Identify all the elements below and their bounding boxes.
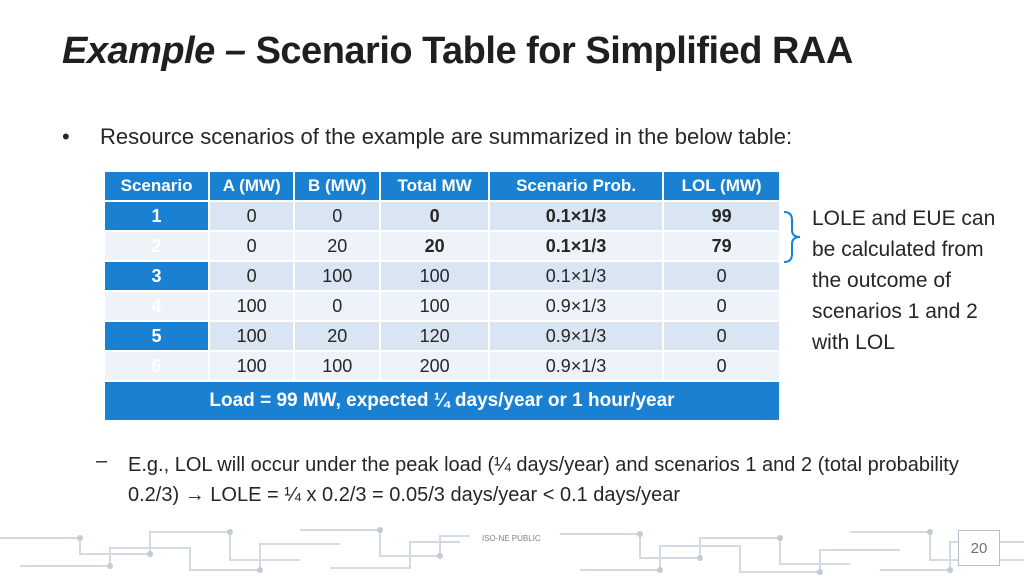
- cell-b: 20: [295, 232, 379, 260]
- cell-scenario: 1: [105, 202, 208, 230]
- sub-bullet-text-before: E.g., LOL will occur under the peak load (¼ days/year) and scenarios 1 and 2 (total probability 0.2/3): [128, 454, 959, 506]
- cell-b: 100: [295, 262, 379, 290]
- header-lol-mw: LOL (MW): [664, 172, 779, 200]
- cell-a: 100: [210, 292, 293, 320]
- cell-a: 100: [210, 352, 293, 380]
- header-b-mw: B (MW): [295, 172, 379, 200]
- header-scenario-prob: Scenario Prob.: [490, 172, 662, 200]
- cell-a: 100: [210, 322, 293, 350]
- cell-total: 0: [381, 202, 488, 230]
- cell-total: 100: [381, 262, 488, 290]
- title-dash: –: [224, 30, 246, 72]
- cell-prob: 0.9×1/3: [490, 352, 662, 380]
- cell-b: 0: [295, 202, 379, 230]
- curly-brace-icon: [780, 210, 804, 264]
- cell-a: 0: [210, 262, 293, 290]
- footer-label: ISO-NE PUBLIC: [482, 534, 541, 543]
- cell-lol: 99: [664, 202, 779, 230]
- table-header-row: [105, 172, 779, 200]
- circuit-pattern-decoration: [0, 520, 1024, 576]
- table-footer-load: Load = 99 MW, expected ¼ days/year or 1 hour/year: [105, 382, 779, 420]
- slide-title: [62, 30, 853, 73]
- cell-lol: 0: [664, 292, 779, 320]
- sub-bullet-dash: –: [96, 450, 108, 472]
- header-total-mw: Total MW: [381, 172, 488, 200]
- cell-lol: 0: [664, 262, 779, 290]
- bullet-text: Resource scenarios of the example are summarized in the below table:: [100, 124, 793, 149]
- side-note: LOLE and EUE can be calculated from the outcome of scenarios 1 and 2 with LOL: [812, 207, 996, 354]
- bullet-dot: •: [62, 124, 70, 149]
- cell-b: 20: [295, 322, 379, 350]
- cell-prob: 0.9×1/3: [490, 322, 662, 350]
- table-row: [105, 322, 779, 350]
- cell-total: 20: [381, 232, 488, 260]
- cell-scenario: 2: [105, 232, 208, 260]
- cell-lol: 0: [664, 352, 779, 380]
- cell-prob: 0.9×1/3: [490, 292, 662, 320]
- cell-a: 0: [210, 202, 293, 230]
- table-row: [105, 232, 779, 260]
- cell-scenario: 5: [105, 322, 208, 350]
- title-example: Example: [62, 30, 215, 72]
- table-footer-row: [105, 382, 779, 420]
- cell-prob: 0.1×1/3: [490, 202, 662, 230]
- sub-bullet-text: [128, 450, 1008, 510]
- header-scenario: Scenario: [105, 172, 208, 200]
- cell-prob: 0.1×1/3: [490, 232, 662, 260]
- table-row: [105, 202, 779, 230]
- cell-scenario: 3: [105, 262, 208, 290]
- right-arrow-icon: →: [184, 484, 205, 506]
- table-row: [105, 292, 779, 320]
- cell-total: 200: [381, 352, 488, 380]
- cell-b: 100: [295, 352, 379, 380]
- cell-lol: 79: [664, 232, 779, 260]
- cell-total: 100: [381, 292, 488, 320]
- page-number: 20: [958, 530, 1000, 566]
- scenario-table: [103, 170, 781, 422]
- cell-b: 0: [295, 292, 379, 320]
- table-row: [105, 262, 779, 290]
- cell-lol: 0: [664, 322, 779, 350]
- cell-total: 120: [381, 322, 488, 350]
- table-row: [105, 352, 779, 380]
- header-a-mw: A (MW): [210, 172, 293, 200]
- cell-a: 0: [210, 232, 293, 260]
- cell-scenario: 6: [105, 352, 208, 380]
- cell-prob: 0.1×1/3: [490, 262, 662, 290]
- sub-bullet-text-after: LOLE = ¼ x 0.2/3 = 0.05/3 days/year < 0.1 days/year: [210, 484, 681, 506]
- cell-scenario: 4: [105, 292, 208, 320]
- title-main: Scenario Table for Simplified RAA: [255, 30, 853, 72]
